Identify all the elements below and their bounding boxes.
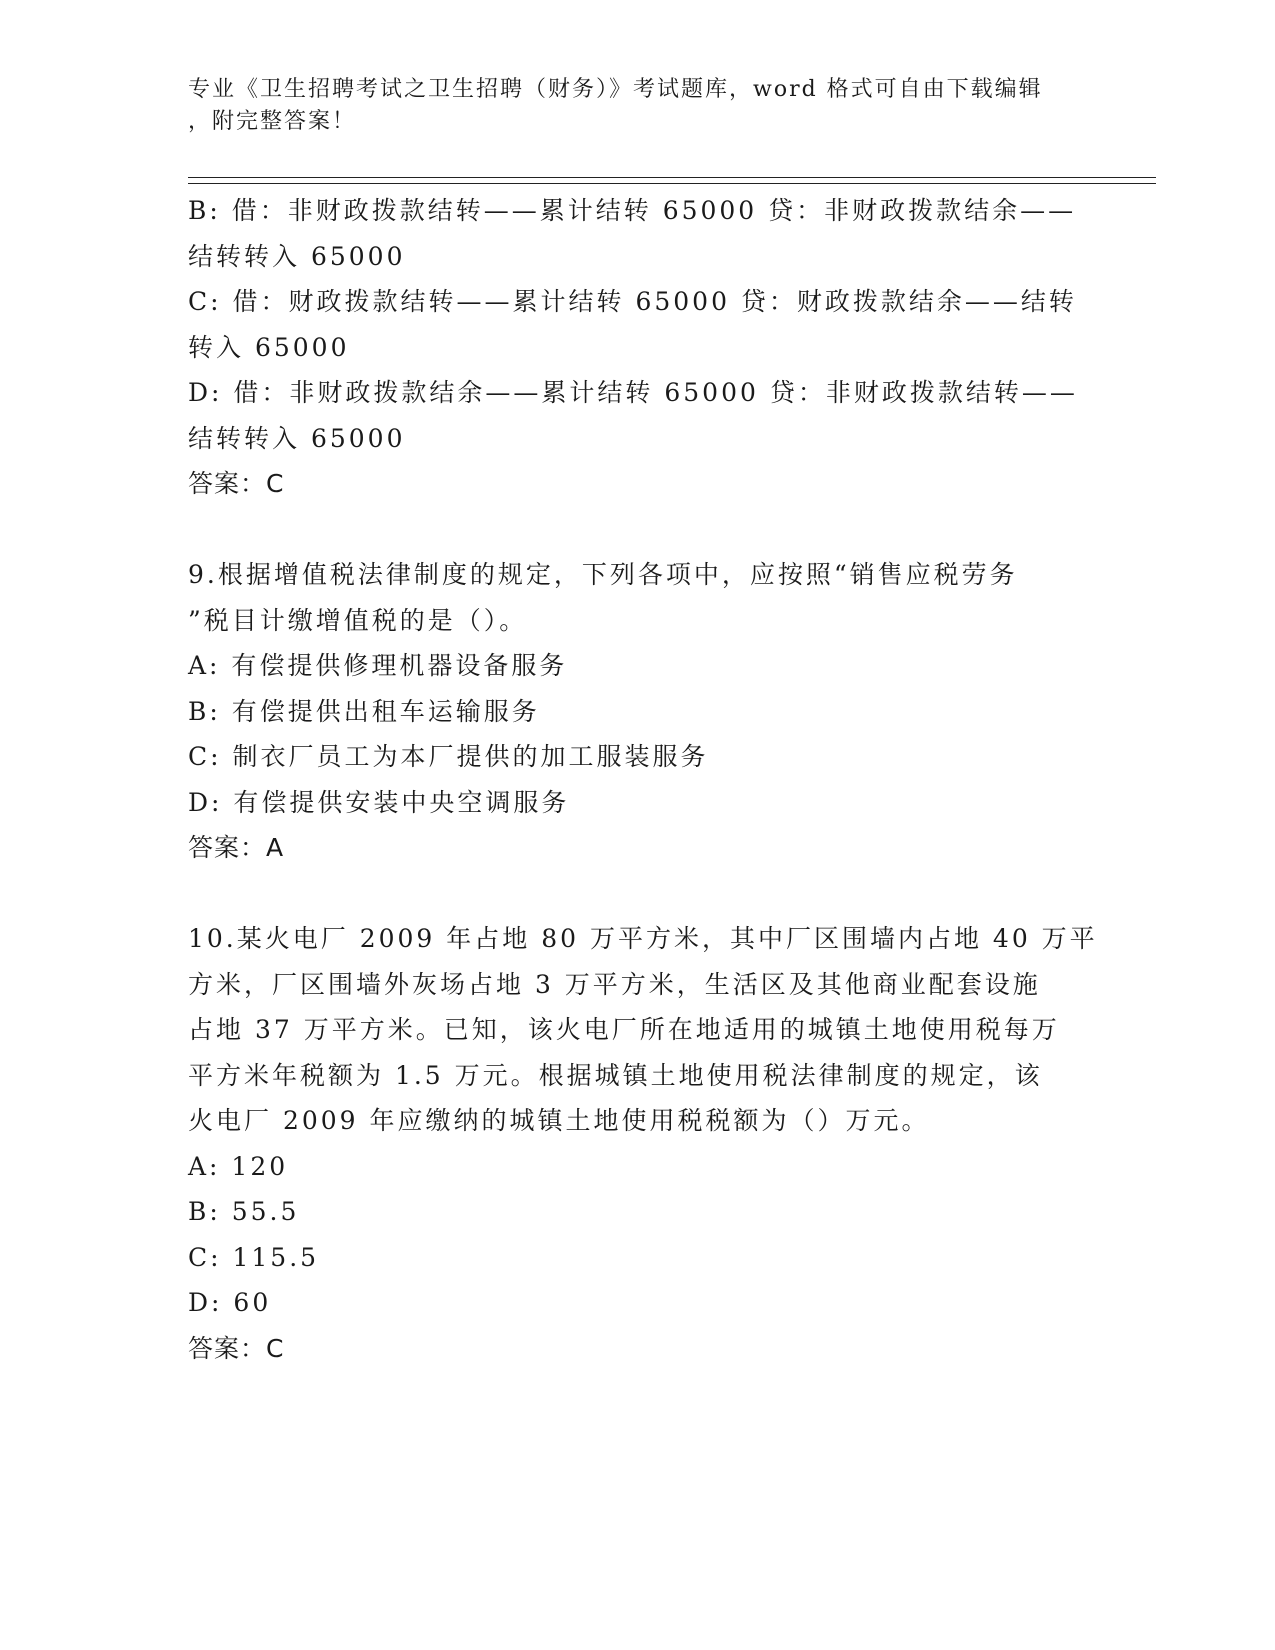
header-rule-thick bbox=[188, 177, 1156, 178]
q8-option-d-line-2: 结转转入 65000 bbox=[188, 423, 406, 453]
q9-option-a: A: 有偿提供修理机器设备服务 bbox=[188, 651, 568, 680]
q10-stem-line-1: 10.某火电厂 2009 年占地 80 万平方米，其中厂区围墙内占地 40 万平 bbox=[188, 924, 1098, 953]
spacer bbox=[188, 871, 1068, 917]
q10-option-c: C: 115.5 bbox=[188, 1242, 320, 1272]
q9-option-d: D: 有偿提供安装中央空调服务 bbox=[188, 787, 570, 817]
q9-stem-line-2: ”税目计缴增值税的是（）。 bbox=[188, 605, 528, 635]
q8-option-b-line-1: B: 借：非财政拨款结转——累计结转 65000 贷：非财政拨款结余—— bbox=[188, 196, 1077, 225]
question-10 bbox=[188, 916, 1098, 1371]
q8-answer: 答案：C bbox=[188, 469, 285, 498]
question-9 bbox=[188, 552, 1068, 871]
q10-stem-line-4: 平方米年税额为 1.5 万元。根据城镇土地使用税法律制度的规定，该 bbox=[188, 1060, 1043, 1090]
q9-option-b: B: 有偿提供出租车运输服务 bbox=[188, 696, 540, 726]
q9-answer: 答案：A bbox=[188, 833, 285, 862]
spacer bbox=[188, 507, 1068, 553]
q8-option-c-line-2: 转入 65000 bbox=[188, 332, 350, 362]
document-header bbox=[188, 74, 1068, 138]
q10-option-d: D: 60 bbox=[188, 1288, 272, 1317]
q10-stem-line-5: 火电厂 2009 年应缴纳的城镇土地使用税税额为（）万元。 bbox=[188, 1106, 930, 1135]
header-rule-thin bbox=[188, 183, 1156, 184]
question-8 bbox=[188, 188, 1078, 507]
q8-option-c-line-1: C: 借：财政拨款结转——累计结转 65000 贷：财政拨款结余——结转 bbox=[188, 287, 1077, 316]
q10-stem-line-3: 占地 37 万平方米。已知，该火电厂所在地适用的城镇土地使用税每万 bbox=[188, 1015, 1060, 1044]
q9-option-c: C: 制衣厂员工为本厂提供的加工服装服务 bbox=[188, 742, 709, 771]
q10-answer: 答案：C bbox=[188, 1333, 285, 1363]
q10-stem-line-2: 方米，厂区围墙外灰场占地 3 万平方米，生活区及其他商业配套设施 bbox=[188, 969, 1041, 999]
question-content bbox=[188, 188, 1098, 1371]
header-line-1: 专业《卫生招聘考试之卫生招聘（财务）》考试题库，word 格式可自由下载编辑 bbox=[188, 77, 1043, 102]
header-line-2: ，附完整答案！ bbox=[188, 109, 357, 134]
q9-stem-line-1: 9.根据增值税法律制度的规定，下列各项中，应按照“销售应税劳务 bbox=[188, 560, 1018, 589]
q10-option-b: B: 55.5 bbox=[188, 1197, 300, 1226]
q8-option-d-line-1: D: 借：非财政拨款结余——累计结转 65000 贷：非财政拨款结转—— bbox=[188, 378, 1078, 407]
q10-option-a: A: 120 bbox=[188, 1151, 289, 1181]
q8-option-b-line-2: 结转转入 65000 bbox=[188, 241, 406, 271]
